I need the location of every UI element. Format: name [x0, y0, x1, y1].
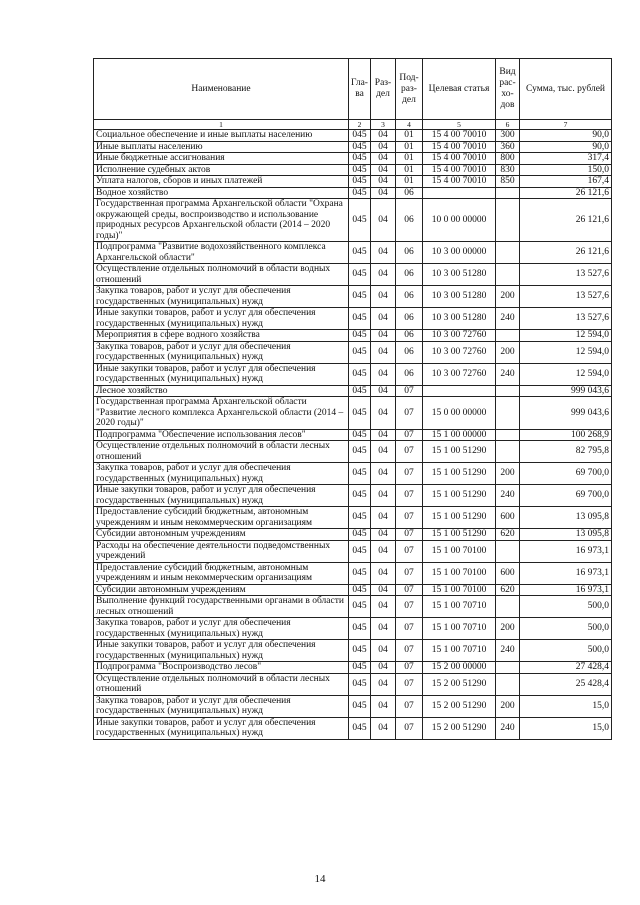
row-expense-type-cell: [496, 242, 520, 264]
table-row: [94, 187, 612, 199]
row-expense-type-cell: 200: [496, 341, 520, 363]
row-chapter-cell: 045: [349, 562, 371, 584]
row-target-cell: 15 1 00 51290: [423, 485, 496, 507]
header-target: Целевая статья: [423, 59, 496, 120]
row-chapter-cell: 045: [349, 176, 371, 188]
row-subsection-cell: 07: [396, 662, 423, 674]
row-section-cell: 04: [371, 153, 396, 165]
row-section-cell: 04: [371, 164, 396, 176]
row-name-cell: Предоставление субсидий бюджетным, автономным учреждениям и иным некоммерческим организациям: [94, 562, 349, 584]
row-subsection-cell: 07: [396, 463, 423, 485]
row-section-cell: 04: [371, 341, 396, 363]
row-subsection-cell: 07: [396, 717, 423, 739]
row-expense-type-cell: [496, 264, 520, 286]
row-expense-type-cell: 200: [496, 695, 520, 717]
row-expense-type-cell: 620: [496, 529, 520, 541]
table-row: [94, 397, 612, 430]
row-chapter-cell: 045: [349, 673, 371, 695]
row-section-cell: 04: [371, 330, 396, 342]
row-name-cell: Иные выплаты населению: [94, 141, 349, 153]
row-chapter-cell: 045: [349, 441, 371, 463]
row-sum-cell: 69 700,0: [520, 485, 612, 507]
row-name-cell: Осуществление отдельных полномочий в области лесных отношений: [94, 673, 349, 695]
row-section-cell: 04: [371, 286, 396, 308]
row-subsection-cell: 06: [396, 242, 423, 264]
row-target-cell: [423, 385, 496, 397]
row-chapter-cell: 045: [349, 507, 371, 529]
table-row: [94, 153, 612, 165]
row-expense-type-cell: [496, 441, 520, 463]
row-target-cell: 15 1 00 70710: [423, 596, 496, 618]
row-chapter-cell: 045: [349, 662, 371, 674]
row-chapter-cell: 045: [349, 330, 371, 342]
row-name-cell: Исполнение судебных актов: [94, 164, 349, 176]
table-row: [94, 529, 612, 541]
column-number: 3: [371, 120, 396, 130]
table-row: [94, 485, 612, 507]
row-name-cell: Лесное хозяйство: [94, 385, 349, 397]
row-subsection-cell: 01: [396, 164, 423, 176]
table-row: [94, 441, 612, 463]
row-sum-cell: 150,0: [520, 164, 612, 176]
row-name-cell: Уплата налогов, сборов и иных платежей: [94, 176, 349, 188]
row-sum-cell: 26 121,6: [520, 242, 612, 264]
row-name-cell: Подпрограмма "Воспроизводство лесов": [94, 662, 349, 674]
table-row: [94, 673, 612, 695]
row-name-cell: Мероприятия в сфере водного хозяйства: [94, 330, 349, 342]
row-sum-cell: 15,0: [520, 717, 612, 739]
row-name-cell: Закупка товаров, работ и услуг для обеспечения государственных (муниципальных) нужд: [94, 695, 349, 717]
row-sum-cell: 15,0: [520, 695, 612, 717]
row-subsection-cell: 01: [396, 130, 423, 142]
row-target-cell: [423, 187, 496, 199]
row-target-cell: 15 1 00 51290: [423, 441, 496, 463]
row-section-cell: 04: [371, 540, 396, 562]
row-chapter-cell: 045: [349, 153, 371, 165]
row-sum-cell: 100 268,9: [520, 429, 612, 441]
row-sum-cell: 82 795,8: [520, 441, 612, 463]
row-name-cell: Иные закупки товаров, работ и услуг для обеспечения государственных (муниципальных) нужд: [94, 363, 349, 385]
row-name-cell: Выполнение функций государственными органами в области лесных отношений: [94, 596, 349, 618]
row-expense-type-cell: [496, 397, 520, 430]
row-name-cell: Закупка товаров, работ и услуг для обеспечения государственных (муниципальных) нужд: [94, 463, 349, 485]
row-sum-cell: 26 121,6: [520, 199, 612, 242]
table-row: [94, 640, 612, 662]
row-expense-type-cell: 850: [496, 176, 520, 188]
header-subsection: Под-раз-дел: [396, 59, 423, 120]
row-subsection-cell: 06: [396, 199, 423, 242]
row-expense-type-cell: 830: [496, 164, 520, 176]
table-row: [94, 176, 612, 188]
row-name-cell: Предоставление субсидий бюджетным, автономным учреждениям и иным некоммерческим организациям: [94, 507, 349, 529]
row-name-cell: Иные закупки товаров, работ и услуг для обеспечения государственных (муниципальных) нужд: [94, 308, 349, 330]
row-chapter-cell: 045: [349, 130, 371, 142]
table-row: [94, 164, 612, 176]
row-section-cell: 04: [371, 618, 396, 640]
row-sum-cell: 16 973,1: [520, 540, 612, 562]
row-target-cell: 15 1 00 70100: [423, 584, 496, 596]
row-chapter-cell: 045: [349, 529, 371, 541]
row-sum-cell: 12 594,0: [520, 341, 612, 363]
row-subsection-cell: 06: [396, 286, 423, 308]
row-sum-cell: 500,0: [520, 640, 612, 662]
table-body: [94, 130, 612, 740]
row-sum-cell: 69 700,0: [520, 463, 612, 485]
row-sum-cell: 13 527,6: [520, 308, 612, 330]
row-section-cell: 04: [371, 584, 396, 596]
row-chapter-cell: 045: [349, 363, 371, 385]
row-section-cell: 04: [371, 717, 396, 739]
row-subsection-cell: 06: [396, 264, 423, 286]
table-row: [94, 286, 612, 308]
row-section-cell: 04: [371, 463, 396, 485]
row-chapter-cell: 045: [349, 596, 371, 618]
row-sum-cell: 500,0: [520, 596, 612, 618]
row-chapter-cell: 045: [349, 695, 371, 717]
row-subsection-cell: 06: [396, 308, 423, 330]
row-sum-cell: 26 121,6: [520, 187, 612, 199]
row-target-cell: 10 3 00 51280: [423, 286, 496, 308]
table-row: [94, 695, 612, 717]
column-number: 2: [349, 120, 371, 130]
row-name-cell: Иные закупки товаров, работ и услуг для обеспечения государственных (муниципальных) нужд: [94, 640, 349, 662]
row-section-cell: 04: [371, 385, 396, 397]
row-expense-type-cell: 200: [496, 286, 520, 308]
row-chapter-cell: 045: [349, 385, 371, 397]
row-expense-type-cell: [496, 673, 520, 695]
table-row: [94, 463, 612, 485]
row-subsection-cell: 07: [396, 596, 423, 618]
table-row: [94, 540, 612, 562]
row-subsection-cell: 07: [396, 385, 423, 397]
row-section-cell: 04: [371, 562, 396, 584]
row-target-cell: 15 4 00 70010: [423, 164, 496, 176]
row-subsection-cell: 07: [396, 485, 423, 507]
table-header-row: [94, 59, 612, 120]
table-row: [94, 584, 612, 596]
row-chapter-cell: 045: [349, 640, 371, 662]
row-chapter-cell: 045: [349, 308, 371, 330]
header-chapter: Гла-ва: [349, 59, 371, 120]
row-name-cell: Субсидии автономным учреждениям: [94, 529, 349, 541]
row-subsection-cell: 07: [396, 429, 423, 441]
row-name-cell: Подпрограмма "Обеспечение использования лесов": [94, 429, 349, 441]
row-chapter-cell: 045: [349, 429, 371, 441]
row-section-cell: 04: [371, 141, 396, 153]
row-section-cell: 04: [371, 242, 396, 264]
row-name-cell: Водное хозяйство: [94, 187, 349, 199]
column-number: 4: [396, 120, 423, 130]
row-expense-type-cell: 240: [496, 308, 520, 330]
row-target-cell: 15 4 00 70010: [423, 176, 496, 188]
row-subsection-cell: 07: [396, 507, 423, 529]
row-subsection-cell: 06: [396, 363, 423, 385]
row-section-cell: 04: [371, 397, 396, 430]
column-number: 1: [94, 120, 349, 130]
row-subsection-cell: 07: [396, 618, 423, 640]
row-sum-cell: 167,4: [520, 176, 612, 188]
row-expense-type-cell: 240: [496, 640, 520, 662]
page-number: 14: [314, 873, 326, 885]
table-row: [94, 308, 612, 330]
table-row: [94, 385, 612, 397]
row-subsection-cell: 07: [396, 397, 423, 430]
header-section: Раз-дел: [371, 59, 396, 120]
row-chapter-cell: 045: [349, 618, 371, 640]
row-sum-cell: 500,0: [520, 618, 612, 640]
row-expense-type-cell: [496, 662, 520, 674]
row-chapter-cell: 045: [349, 463, 371, 485]
header-expense-type: Вид рас-хо-дов: [496, 59, 520, 120]
row-target-cell: 10 3 00 72760: [423, 341, 496, 363]
row-name-cell: Иные закупки товаров, работ и услуг для обеспечения государственных (муниципальных) нужд: [94, 485, 349, 507]
row-chapter-cell: 045: [349, 242, 371, 264]
row-chapter-cell: 045: [349, 286, 371, 308]
row-sum-cell: 16 973,1: [520, 562, 612, 584]
row-name-cell: Иные бюджетные ассигнования: [94, 153, 349, 165]
row-subsection-cell: 07: [396, 695, 423, 717]
row-target-cell: 15 1 00 51290: [423, 507, 496, 529]
row-target-cell: 10 3 00 72760: [423, 363, 496, 385]
row-subsection-cell: 06: [396, 187, 423, 199]
row-sum-cell: 25 428,4: [520, 673, 612, 695]
row-sum-cell: 13 095,8: [520, 529, 612, 541]
row-target-cell: 10 3 00 51280: [423, 264, 496, 286]
row-subsection-cell: 06: [396, 330, 423, 342]
row-chapter-cell: 045: [349, 264, 371, 286]
row-expense-type-cell: 360: [496, 141, 520, 153]
row-chapter-cell: 045: [349, 164, 371, 176]
budget-table: [93, 58, 612, 740]
table-row: [94, 363, 612, 385]
row-section-cell: 04: [371, 507, 396, 529]
row-chapter-cell: 045: [349, 187, 371, 199]
row-expense-type-cell: 600: [496, 562, 520, 584]
header-name: Наименование: [94, 59, 349, 120]
row-name-cell: Подпрограмма "Развитие водохозяйственного комплекса Архангельской области": [94, 242, 349, 264]
table-row: [94, 596, 612, 618]
row-name-cell: Государственная программа Архангельской области "Развитие лесного комплекса Архангельской области (2014 – 2020 годы)": [94, 397, 349, 430]
row-expense-type-cell: [496, 187, 520, 199]
row-target-cell: 15 1 00 00000: [423, 429, 496, 441]
row-section-cell: 04: [371, 695, 396, 717]
row-target-cell: 15 2 00 00000: [423, 662, 496, 674]
row-target-cell: 15 2 00 51290: [423, 695, 496, 717]
table-row: [94, 562, 612, 584]
row-section-cell: 04: [371, 199, 396, 242]
row-name-cell: Субсидии автономным учреждениям: [94, 584, 349, 596]
row-expense-type-cell: [496, 540, 520, 562]
row-expense-type-cell: 240: [496, 363, 520, 385]
row-chapter-cell: 045: [349, 341, 371, 363]
row-chapter-cell: 045: [349, 199, 371, 242]
table-row: [94, 242, 612, 264]
row-expense-type-cell: [496, 385, 520, 397]
column-number: 5: [423, 120, 496, 130]
row-sum-cell: 27 428,4: [520, 662, 612, 674]
row-section-cell: 04: [371, 485, 396, 507]
row-expense-type-cell: [496, 199, 520, 242]
row-section-cell: 04: [371, 529, 396, 541]
row-name-cell: Государственная программа Архангельской области "Охрана окружающей среды, воспроизводство и использование природных ресурсов Архангельской области (2014 – 2020 годы)": [94, 199, 349, 242]
row-expense-type-cell: 800: [496, 153, 520, 165]
table-row: [94, 717, 612, 739]
table-row: [94, 662, 612, 674]
table-row: [94, 507, 612, 529]
row-name-cell: Осуществление отдельных полномочий в области водных отношений: [94, 264, 349, 286]
row-chapter-cell: 045: [349, 141, 371, 153]
row-subsection-cell: 07: [396, 584, 423, 596]
row-target-cell: 15 1 00 70100: [423, 540, 496, 562]
row-expense-type-cell: 600: [496, 507, 520, 529]
row-subsection-cell: 01: [396, 153, 423, 165]
row-name-cell: Закупка товаров, работ и услуг для обеспечения государственных (муниципальных) нужд: [94, 286, 349, 308]
table-row: [94, 330, 612, 342]
row-subsection-cell: 01: [396, 141, 423, 153]
row-subsection-cell: 07: [396, 673, 423, 695]
row-target-cell: 15 4 00 70010: [423, 141, 496, 153]
row-section-cell: 04: [371, 673, 396, 695]
table-row: [94, 130, 612, 142]
row-expense-type-cell: [496, 330, 520, 342]
row-target-cell: 15 4 00 70010: [423, 130, 496, 142]
column-number-row: [94, 120, 612, 130]
row-sum-cell: 90,0: [520, 141, 612, 153]
row-chapter-cell: 045: [349, 717, 371, 739]
column-number: 7: [520, 120, 612, 130]
table-row: [94, 341, 612, 363]
row-subsection-cell: 07: [396, 540, 423, 562]
row-section-cell: 04: [371, 596, 396, 618]
row-subsection-cell: 01: [396, 176, 423, 188]
row-expense-type-cell: [496, 596, 520, 618]
row-section-cell: 04: [371, 363, 396, 385]
row-chapter-cell: 045: [349, 540, 371, 562]
row-name-cell: Социальное обеспечение и иные выплаты населению: [94, 130, 349, 142]
row-chapter-cell: 045: [349, 397, 371, 430]
table-row: [94, 618, 612, 640]
row-target-cell: 15 2 00 51290: [423, 673, 496, 695]
row-chapter-cell: 045: [349, 584, 371, 596]
row-name-cell: Закупка товаров, работ и услуг для обеспечения государственных (муниципальных) нужд: [94, 618, 349, 640]
row-section-cell: 04: [371, 640, 396, 662]
table-row: [94, 199, 612, 242]
row-name-cell: Расходы на обеспечение деятельности подведомственных учреждений: [94, 540, 349, 562]
row-expense-type-cell: 300: [496, 130, 520, 142]
row-section-cell: 04: [371, 176, 396, 188]
row-sum-cell: 90,0: [520, 130, 612, 142]
row-target-cell: 15 1 00 51290: [423, 529, 496, 541]
row-expense-type-cell: 200: [496, 463, 520, 485]
row-sum-cell: 12 594,0: [520, 330, 612, 342]
row-target-cell: 15 0 00 00000: [423, 397, 496, 430]
row-sum-cell: 12 594,0: [520, 363, 612, 385]
row-expense-type-cell: 240: [496, 485, 520, 507]
row-expense-type-cell: 620: [496, 584, 520, 596]
row-target-cell: 10 3 00 00000: [423, 242, 496, 264]
row-section-cell: 04: [371, 264, 396, 286]
row-target-cell: 15 1 00 70710: [423, 618, 496, 640]
row-name-cell: Иные закупки товаров, работ и услуг для обеспечения государственных (муниципальных) нужд: [94, 717, 349, 739]
row-name-cell: Закупка товаров, работ и услуг для обеспечения государственных (муниципальных) нужд: [94, 341, 349, 363]
row-sum-cell: 13 527,6: [520, 264, 612, 286]
row-chapter-cell: 045: [349, 485, 371, 507]
row-expense-type-cell: 240: [496, 717, 520, 739]
row-subsection-cell: 07: [396, 441, 423, 463]
row-section-cell: 04: [371, 187, 396, 199]
row-sum-cell: 16 973,1: [520, 584, 612, 596]
row-target-cell: 10 0 00 00000: [423, 199, 496, 242]
header-sum: Сумма, тыс. рублей: [520, 59, 612, 120]
row-subsection-cell: 07: [396, 562, 423, 584]
row-subsection-cell: 07: [396, 640, 423, 662]
row-subsection-cell: 06: [396, 341, 423, 363]
row-section-cell: 04: [371, 441, 396, 463]
row-target-cell: 10 3 00 72760: [423, 330, 496, 342]
row-sum-cell: 999 043,6: [520, 385, 612, 397]
row-target-cell: 15 2 00 51290: [423, 717, 496, 739]
row-section-cell: 04: [371, 308, 396, 330]
row-sum-cell: 317,4: [520, 153, 612, 165]
row-target-cell: 15 4 00 70010: [423, 153, 496, 165]
row-target-cell: 15 1 00 70100: [423, 562, 496, 584]
row-target-cell: 10 3 00 51280: [423, 308, 496, 330]
row-sum-cell: 999 043,6: [520, 397, 612, 430]
row-subsection-cell: 07: [396, 529, 423, 541]
row-expense-type-cell: 200: [496, 618, 520, 640]
row-sum-cell: 13 527,6: [520, 286, 612, 308]
table-row: [94, 429, 612, 441]
row-section-cell: 04: [371, 662, 396, 674]
row-expense-type-cell: [496, 429, 520, 441]
row-section-cell: 04: [371, 130, 396, 142]
table-row: [94, 264, 612, 286]
row-target-cell: 15 1 00 51290: [423, 463, 496, 485]
row-target-cell: 15 1 00 70710: [423, 640, 496, 662]
column-number: 6: [496, 120, 520, 130]
row-name-cell: Осуществление отдельных полномочий в области лесных отношений: [94, 441, 349, 463]
table-row: [94, 141, 612, 153]
row-section-cell: 04: [371, 429, 396, 441]
row-sum-cell: 13 095,8: [520, 507, 612, 529]
